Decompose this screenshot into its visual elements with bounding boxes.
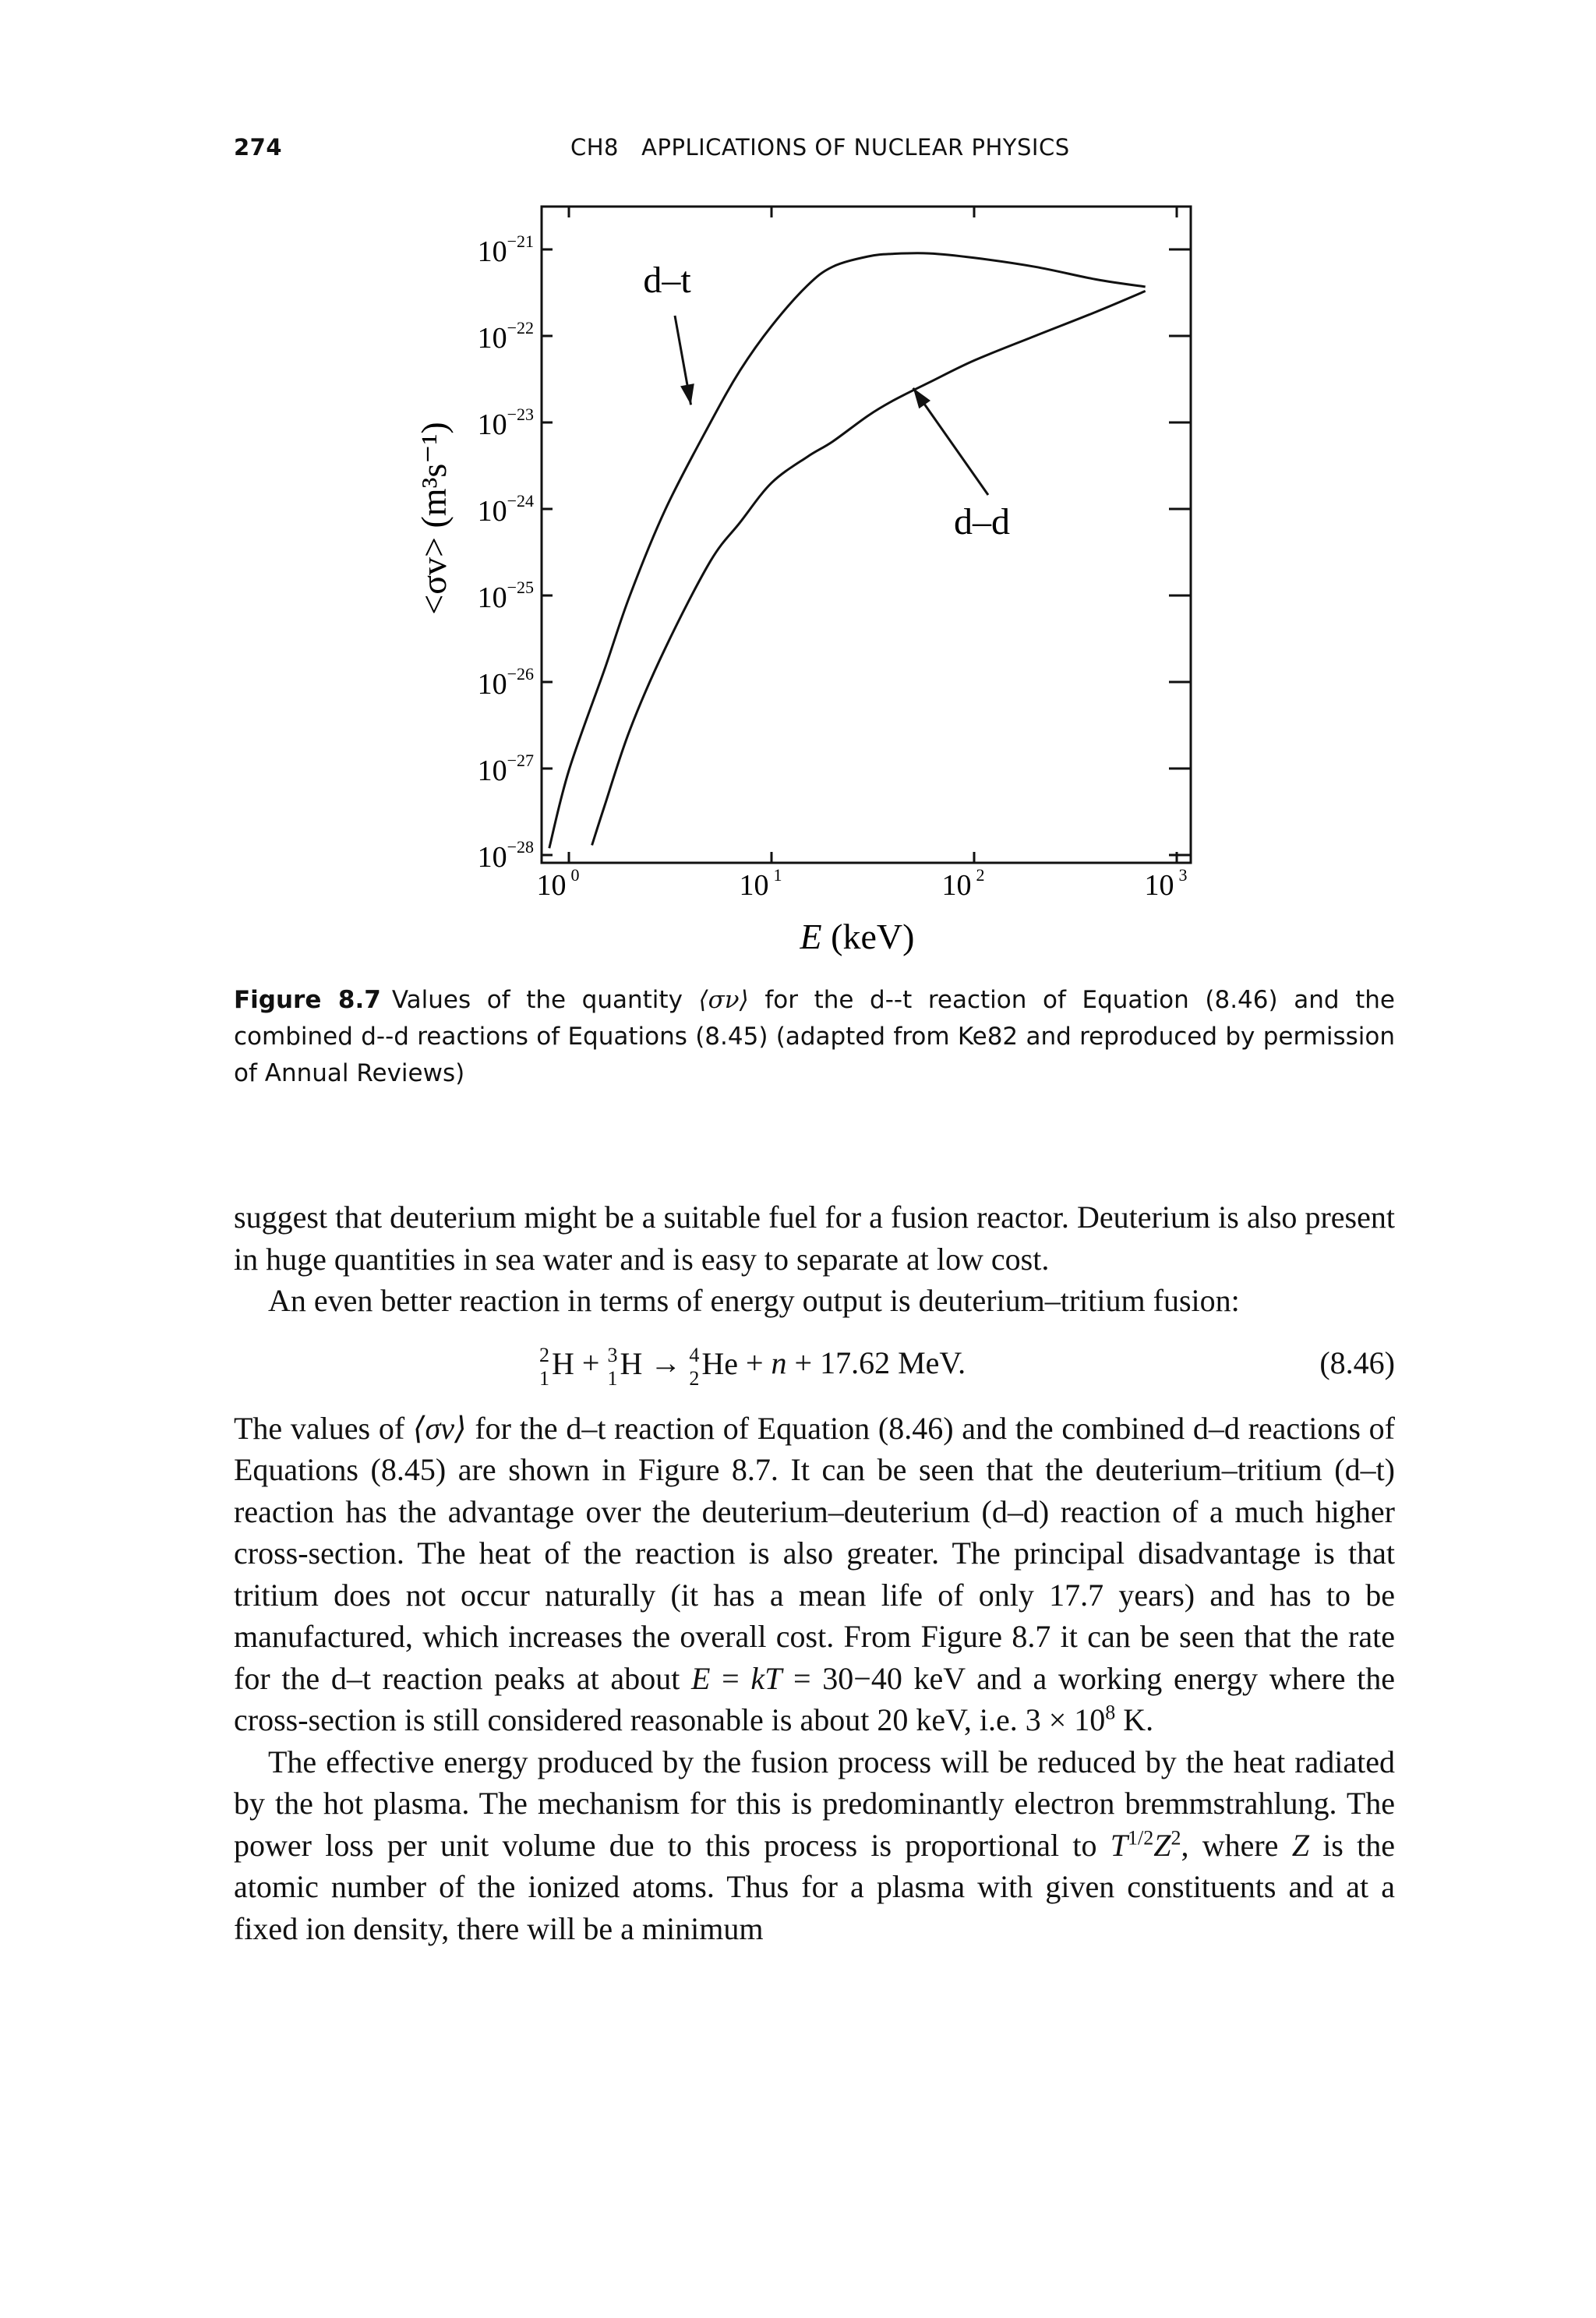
series-lines: [549, 253, 1146, 849]
running-title: CH8 APPLICATIONS OF NUCLEAR PHYSICS: [570, 134, 1070, 161]
neutron-symbol: n: [771, 1345, 787, 1380]
caption-text-before: Values of the quantity: [391, 986, 699, 1014]
sigma-v-chart: [405, 191, 1262, 970]
figure-label: Figure 8.7: [234, 986, 381, 1014]
caption-text-after: for the d--t reaction of Equation (8.46) and the combined d--d reactions of Equations (8.45) (adapted from Ke82 and reproduced by permission of Annual Reviews): [234, 986, 1396, 1087]
y-tick-label: $10^{-25}$: [477, 578, 534, 614]
x-tick-label: 10 $^3$: [1144, 865, 1188, 902]
arrow-sign: →: [642, 1345, 690, 1380]
annotation-arrow-head: [680, 383, 694, 405]
y-tick-label: $10^{-28}$: [477, 837, 534, 874]
equation-rest: + 17.62 MeV.: [786, 1345, 966, 1380]
body-text: [234, 1196, 1395, 1949]
y-tick-label: $10^{-21}$: [477, 231, 534, 268]
annotation-arrow-head: [913, 388, 930, 408]
equation-number: (8.46): [1319, 1345, 1395, 1380]
x-tick-label: 10 $^2$: [941, 865, 985, 902]
x-axis-label: E (keV): [800, 917, 915, 956]
y-tick-label: $10^{-23}$: [477, 405, 534, 441]
paragraph-2: An even better reaction in terms of energy output is deuterium–tritium fusion:: [268, 1283, 1240, 1318]
figure-caption: [234, 982, 1395, 1092]
x-tick-label: 10 $^0$: [536, 865, 580, 902]
equation-8-46: [234, 1333, 1395, 1392]
chart-annotations: [643, 260, 1010, 542]
caption-symbol: ⟨σν⟩: [698, 986, 749, 1014]
nuclide-he4: 4 2 He: [689, 1344, 738, 1390]
paragraph-4: The effective energy produced by the fusion process will be reduced by the heat radiated by the hot plasma. The mechanism for this is predominantly electron bremmstrahlung. The power loss per unit volume due to this process is proportional to $T^{1/2}Z^2$, where Z is the atomic number of the ionized atoms. Thus for a plasma with given constituents and at a fixed ion density, there will be a minimum: [234, 1744, 1395, 1946]
plus-sign: +: [574, 1345, 608, 1380]
series-line-d-d: [592, 291, 1146, 845]
paragraph-1: suggest that deuterium might be a suitable fuel for a fusion reactor. Deuterium is also present in huge quantities in sea water and is easy to separate at low cost.: [234, 1200, 1395, 1277]
paragraph-3: The values of ⟨σv⟩ for the d–t reaction of Equation (8.46) and the combined d–d reactions of Equations (8.45) are shown in Figure 8.7. It can be seen that the deuterium–tritium (d–t) reaction has the advantage over the deuterium–deuterium (d–d) reaction of a much higher cross-section. The heat of the reaction is also greater. The principal disadvantage is that tritium does not occur naturally (it has a mean life of only 17.7 years) and has to be manufactured, which increases the overall cost. From Figure 8.7 it can be seen that the rate for the d–t reaction peaks at about E = kT = 30−40 keV and a working energy where the cross-section is still considered reasonable is about 20 keV, i.e. $3 \times 10^8$ K.: [234, 1410, 1395, 1737]
y-axis-ticks: [478, 231, 1191, 874]
plot-border: [542, 207, 1191, 863]
y-tick-label: $10^{-27}$: [477, 751, 534, 787]
nuclide-h3: 3 1 H: [607, 1344, 643, 1390]
nuclide-h2: 2 1 H: [539, 1344, 574, 1390]
plus-sign-2: +: [737, 1345, 772, 1380]
annotation-label-d-d: d–d: [954, 501, 1010, 542]
plot-frame: [542, 207, 1191, 863]
running-header: [234, 134, 1395, 173]
y-tick-label: $10^{-22}$: [477, 318, 534, 355]
equation-body: [539, 1342, 966, 1390]
page-number: 274: [234, 134, 283, 161]
x-tick-label: 10 $^1$: [739, 865, 782, 902]
y-tick-label: $10^{-26}$: [477, 664, 534, 701]
series-line-d-t: [549, 253, 1146, 849]
x-axis-ticks: [537, 207, 1188, 902]
y-axis-label: <σv> (m³s⁻¹): [414, 422, 454, 615]
annotation-label-d-t: d–t: [643, 260, 691, 301]
y-tick-label: $10^{-24}$: [477, 491, 534, 528]
